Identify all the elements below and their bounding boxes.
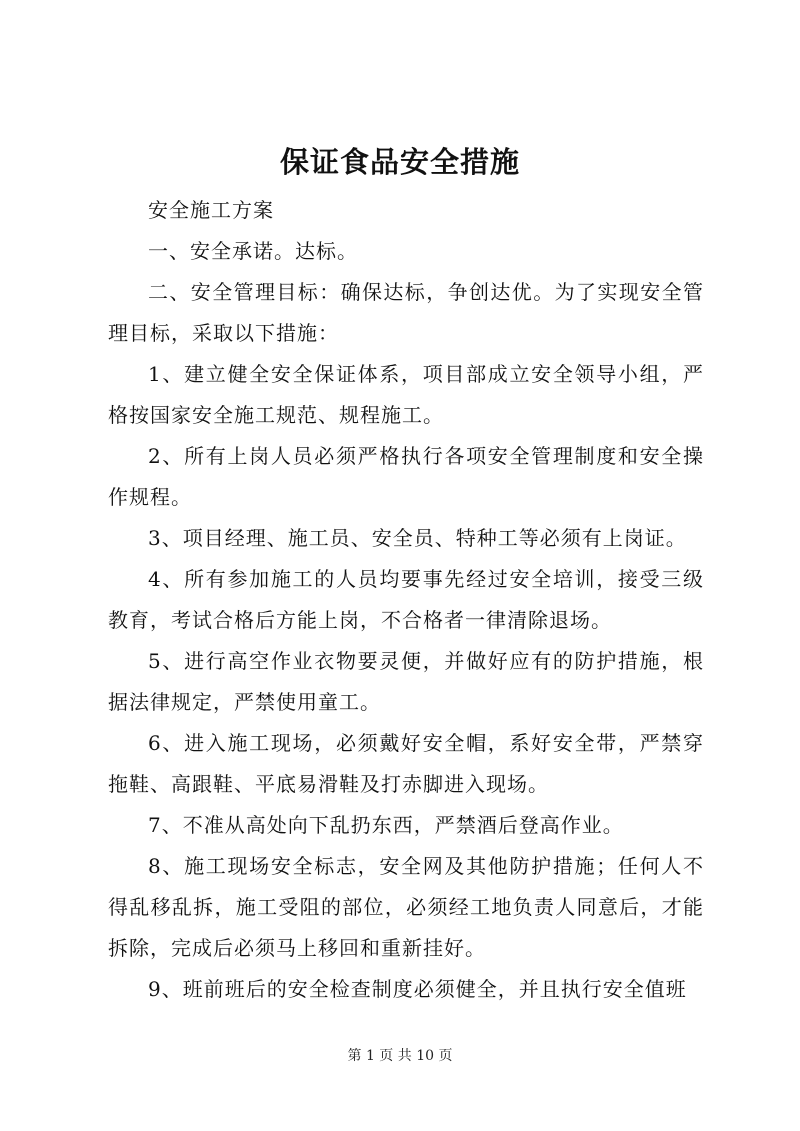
document-title: 保证食品安全措施 — [279, 145, 520, 179]
paragraph-measure-3: 3、项目经理、施工员、安全员、特种工等必须有上岗证。 — [148, 526, 687, 550]
paragraph-measure-7: 7、不准从高处向下乱扔东西，严禁酒后登高作业。 — [148, 813, 624, 837]
paragraph-management-goal: 二、安全管理目标：确保达标，争创达优。为了实现安全管理目标，采取以下措施： — [108, 280, 704, 345]
paragraph-measure-8: 8、施工现场安全标志，安全网及其他防护措施；任何人不得乱移乱拆，施工受阻的部位，必须经工地负责人同意后，才能拆除，完成后必须马上移回和重新挂好。 — [108, 854, 704, 960]
paragraph-measure-6: 6、进入施工现场，必须戴好安全帽，系好安全带，严禁穿拖鞋、高跟鞋、平底易滑鞋及打赤脚进入现场。 — [108, 731, 704, 796]
paragraph-measure-4: 4、所有参加施工的人员均要事先经过安全培训，接受三级教育，考试合格后方能上岗，不合格者一律清除退场。 — [108, 567, 704, 632]
paragraph-measure-5: 5、进行高空作业衣物要灵便，并做好应有的防护措施，根据法律规定，严禁使用童工。 — [108, 649, 704, 714]
page-number-footer: 第 1 页 共 10 页 — [347, 1048, 453, 1064]
paragraph-plan-heading: 安全施工方案 — [148, 198, 274, 222]
document-body — [108, 190, 704, 1010]
paragraph-measure-9: 9、班前班后的安全检查制度必须健全，并且执行安全值班 — [148, 977, 687, 1001]
paragraph-commitment: 一、安全承诺。达标。 — [148, 239, 358, 263]
paragraph-measure-1: 1、建立健全安全保证体系，项目部成立安全领导小组，严格按国家安全施工规范、规程施工。 — [108, 362, 704, 427]
paragraph-measure-2: 2、所有上岗人员必须严格执行各项安全管理制度和安全操作规程。 — [108, 444, 704, 509]
